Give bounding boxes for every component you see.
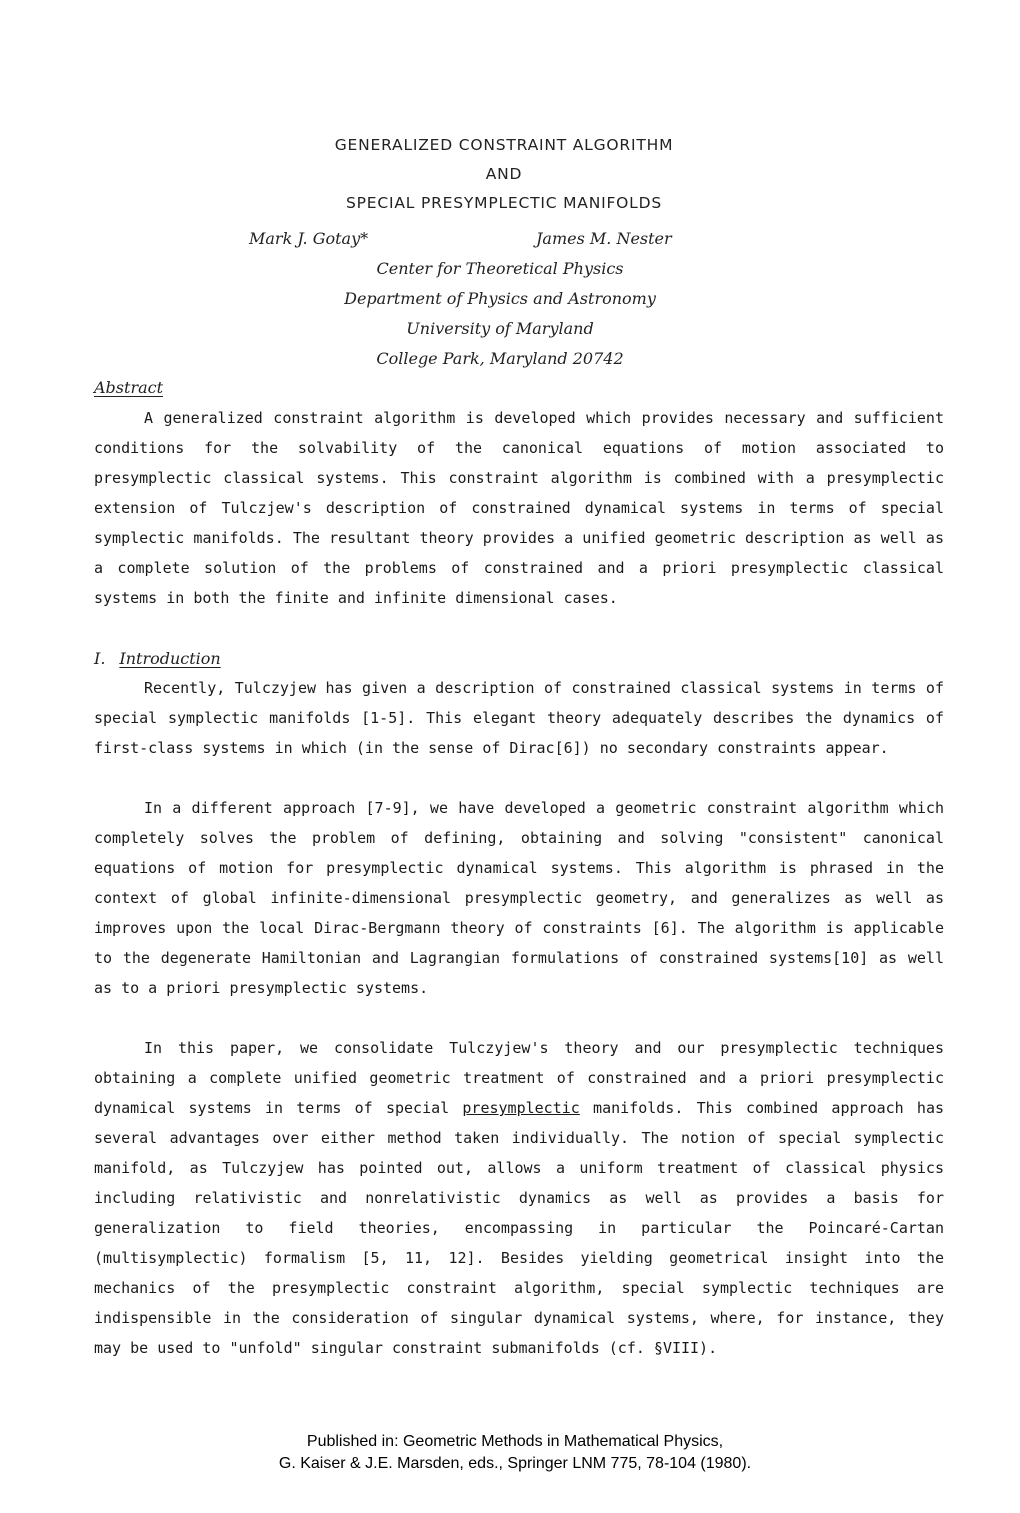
footer-line-1: Published in: Geometric Methods in Mathematical Physics, — [306, 1433, 724, 1450]
affiliation-address: College Park, Maryland 20742 — [376, 349, 624, 368]
section-title: Introduction — [119, 649, 221, 668]
underlined-term: presymplectic — [462, 1099, 580, 1117]
paragraph-text-part-2: manifolds. This combined approach has several advantages over either method taken individually. The notion of special symplectic manifold, as Tulczyjew has pointed out, allows a uniform treatment of classical physics including relativistic and nonrelativistic dynamics as well as provides a basis for generalization to field theories, encompassing in particular the Poincaré-Cartan (multisymplectic) formalism [5, 11, 12]. Besides yielding geometrical insight into the mechanics of the presymplectic constraint algorithm, special symplectic techniques are indispensible in the consideration of singular dynamical systems, where, for instance, they may be used to "unfold" singular constraint submanifolds (cf. §VIII). — [94, 1099, 945, 1357]
paragraph-text — [94, 1033, 944, 1363]
title-line-2: AND — [485, 165, 523, 183]
section-number: I. — [94, 649, 106, 668]
paragraph-text-part-1: In this paper, we consolidate Tulczyjew's theory and our presymplectic techniques obtaining a complete unified geometric treatment of constrained and a priori presymplectic dynamical systems in terms of special — [94, 1039, 944, 1117]
abstract-body — [94, 403, 944, 613]
title-line-1: GENERALIZED CONSTRAINT ALGORITHM — [334, 136, 674, 154]
abstract-paragraph: A generalized constraint algorithm is developed which provides necessary and sufficient conditions for the solvability of the canonical equations of motion associated to presymplectic classical systems. This constraint algorithm is combined with a presymplectic extension of Tulczjew's description of constrained dynamical systems in terms of special symplectic manifolds. The resultant theory provides a unified geometric description as well as a complete solution of the problems of constrained and a priori presymplectic classical systems in both the finite and infinite dimensional cases. — [94, 409, 944, 607]
abstract-heading-text: Abstract — [94, 378, 164, 397]
introduction-paragraph-2 — [94, 793, 944, 1003]
introduction-paragraph-1 — [94, 673, 944, 763]
affiliation-center: Center for Theoretical Physics — [376, 259, 624, 278]
paragraph-text: Recently, Tulczyjew has given a description of constrained classical systems in terms of special symplectic manifolds [1-5]. This elegant theory adequately describes the dynamics of first-class systems in which (in the sense of Dirac[6]) no secondary constraints appear. — [94, 679, 944, 757]
title-line-3: SPECIAL PRESYMPLECTIC MANIFOLDS — [346, 194, 662, 212]
publication-footer — [0, 1431, 1020, 1475]
author-nester: James M. Nester — [536, 229, 672, 248]
introduction-paragraph-3 — [94, 1033, 944, 1363]
affiliation-university: University of Maryland — [406, 319, 594, 338]
paragraph-text: In a different approach [7-9], we have developed a geometric constraint algorithm which completely solves the problem of defining, obtaining and solving "consistent" canonical equations of motion for presymplectic dynamical systems. This algorithm is phrased in the context of global infinite-dimensional presymplectic geometry, and generalizes as well as improves upon the local Dirac-Bergmann theory of constraints [6]. The algorithm is applicable to the degenerate Hamiltonian and Lagrangian formulations of constrained systems[10] as well as to a priori presymplectic systems. — [94, 799, 944, 997]
footer-line-2: G. Kaiser & J.E. Marsden, eds., Springer LNM 775, 78-104 (1980). — [278, 1455, 752, 1472]
introduction-heading — [94, 649, 221, 668]
abstract-heading — [94, 378, 163, 397]
author-gotay: Mark J. Gotay* — [249, 229, 369, 248]
affiliation-department: Department of Physics and Astronomy — [344, 289, 656, 308]
